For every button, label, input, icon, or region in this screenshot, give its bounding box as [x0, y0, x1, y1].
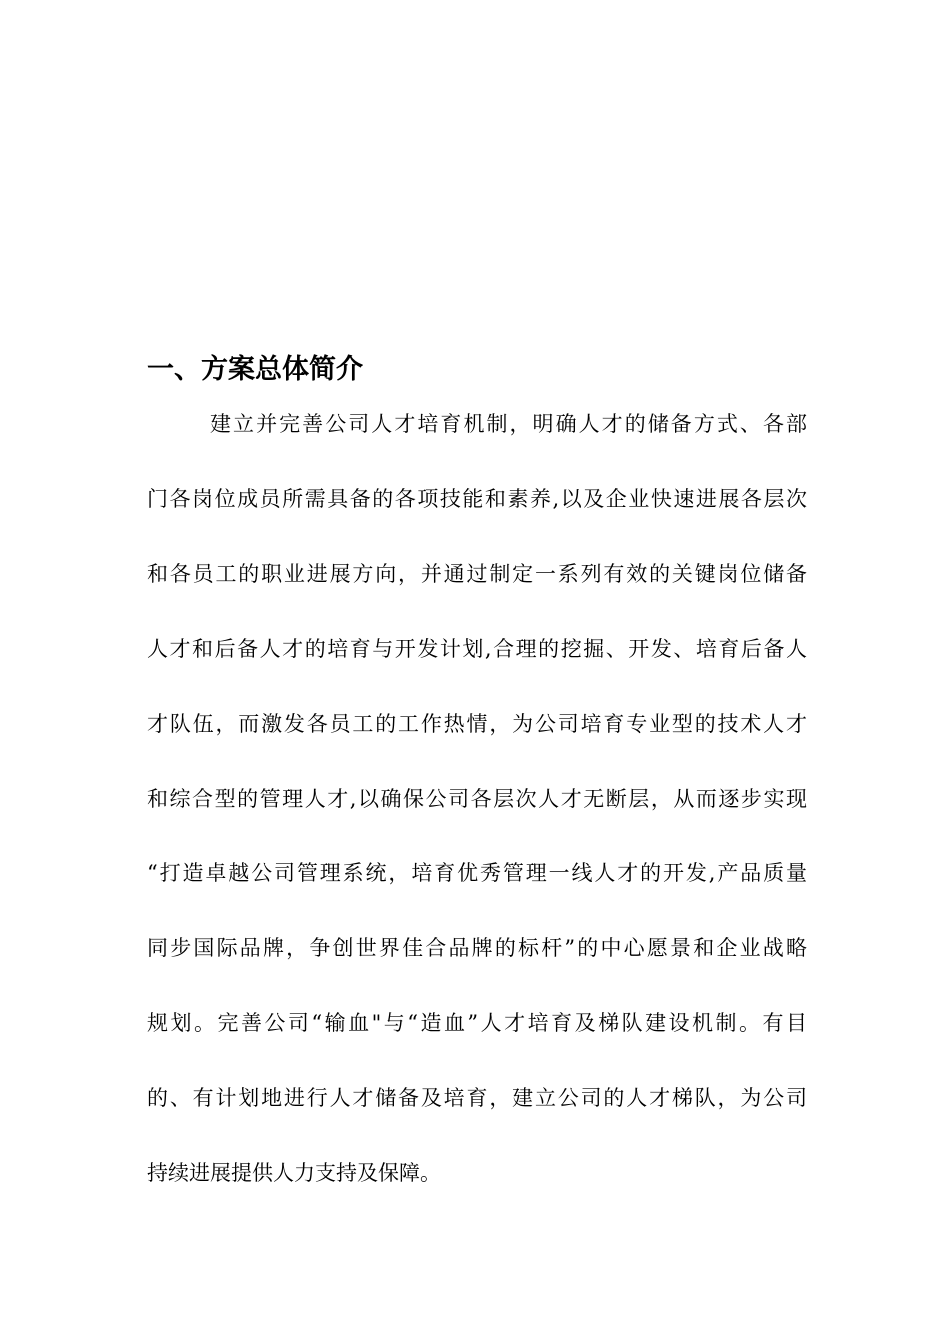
paragraph-line: 才队伍，而激发各员工的工作热情，为公司培育专业型的技术人才: [147, 712, 807, 736]
paragraph-line: “打造卓越公司管理系统，培育优秀管理一线人才的开发,产品质量: [147, 861, 807, 885]
paragraph-line: 人才和后备人才的培育与开发计划,合理的挖掘、开发、培育后备人: [147, 637, 807, 661]
paragraph-line: 和综合型的管理人才,以确保公司各层次人才无断层，从而逐步实现: [147, 787, 807, 811]
paragraph-line: 持续进展提供人力支持及保障。: [147, 1161, 441, 1185]
section-heading: 一、方案总体简介: [147, 354, 363, 385]
paragraph-line: 和各员工的职业进展方向，并通过制定一系列有效的关键岗位储备: [147, 562, 807, 586]
paragraph-line: 建立并完善公司人才培育机制，明确人才的储备方式、各部: [210, 412, 807, 436]
paragraph-line: 同步国际品牌，争创世界佳合品牌的标杆”的中心愿景和企业战略: [147, 936, 807, 960]
paragraph-line: 门各岗位成员所需具备的各项技能和素养,以及企业快速进展各层次: [147, 487, 807, 511]
paragraph-line: 的、有计划地进行人才储备及培育，建立公司的人才梯队，为公司: [147, 1086, 807, 1110]
paragraph-line: 规划。完善公司“输血"与“造血”人才培育及梯队建设机制。有目: [147, 1011, 807, 1035]
